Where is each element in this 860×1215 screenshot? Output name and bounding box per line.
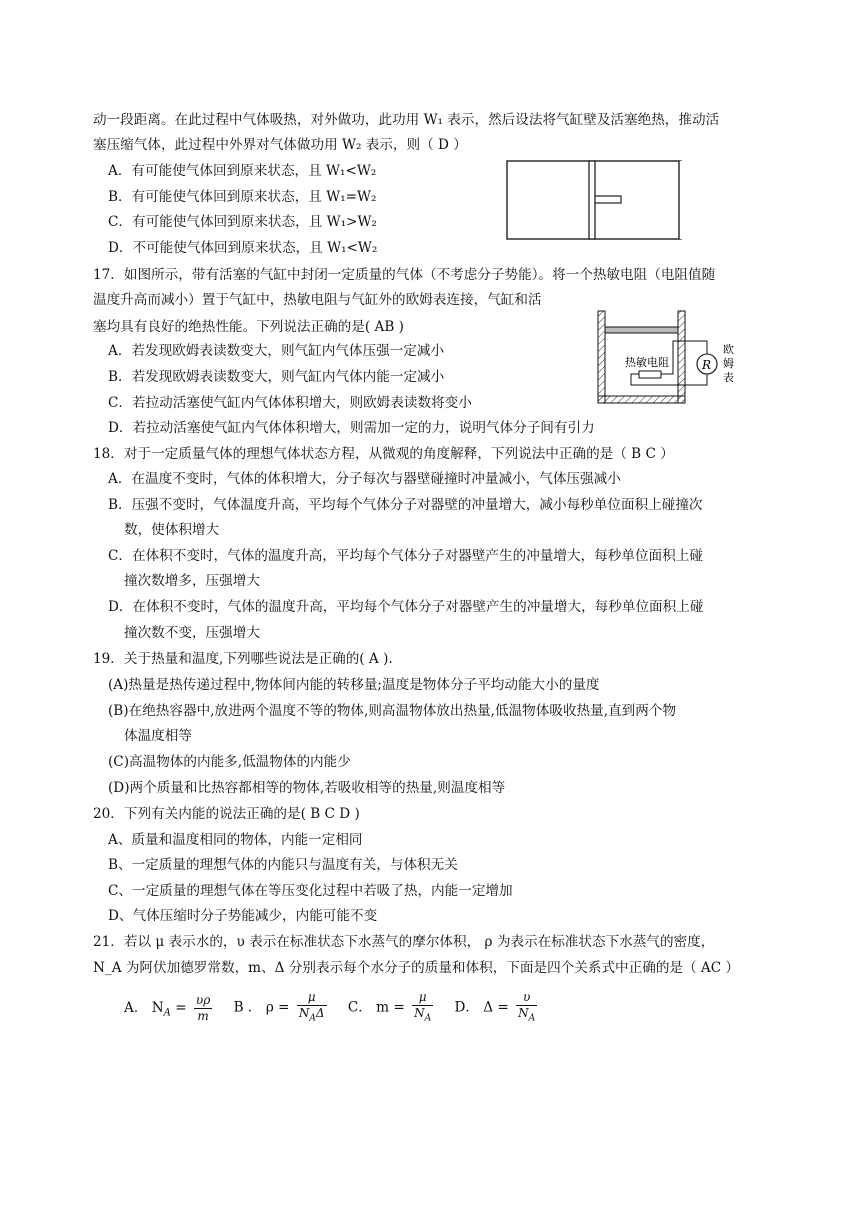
q17-text-line3: 塞均具有良好的绝热性能。下列说法正确的是( AB ): [93, 319, 404, 335]
q21-formula-options: [124, 990, 540, 1026]
q21-text-line2: N_A 为阿伏加德罗常数，m、Δ 分别表示每个水分子的质量和体积，下面是四个关系式中正确的是（ AC ）: [93, 960, 740, 976]
q18-option-a: A．在温度不变时，气体的体积增大，分子每次与器壁碰撞时冲量减小，气体压强减小: [108, 471, 621, 487]
formula-a-fraction: [194, 993, 212, 1024]
formula-c-fraction: [412, 990, 433, 1026]
q16-text-line2: 塞压缩气体，此过程中外界对气体做功用 W₂ 表示，则（ D ）: [93, 137, 467, 153]
q17-option-d: D．若拉动活塞使气缸内气体体积增大，则需加一定的力，说明气体分子间有引力: [108, 420, 595, 436]
q21-text-line1: 21．若以 μ 表示水的，υ 表示在标准状态下水蒸气的摩尔体积， ρ 为表示在标准状态下水蒸气的密度，: [93, 934, 715, 950]
q18-option-c-line1: C．在体积不变时，气体的温度升高，平均每个气体分子对器壁产生的冲量增大，每秒单位面积上碰: [108, 548, 703, 564]
ohmmeter-label-1: 欧: [723, 343, 734, 356]
formula-d-fraction: [516, 990, 537, 1026]
q20-option-c: C、一定质量的理想气体在等压变化过程中若吸了热，内能一定增加: [108, 883, 513, 899]
thermistor: [639, 371, 661, 378]
q18-text-line1: 18．对于一定质量气体的理想气体状态方程，从微观的角度解释，下列说法中正确的是（ B C ）: [93, 446, 674, 462]
formula-a-prefix: A． N: [124, 999, 164, 1016]
piston: [605, 327, 678, 333]
formula-a-sub: A: [163, 1007, 171, 1019]
q20-option-a: A、质量和温度相同的物体，内能一定相同: [108, 832, 363, 848]
q17-option-a: A．若发现欧姆表读数变大，则气缸内气体压强一定减小: [108, 343, 445, 359]
formula-c-den-n: N: [414, 1006, 425, 1020]
q21-formula-b: [234, 990, 330, 1026]
q20-option-b: B、一定质量的理想气体的内能只与温度有关，与体积无关: [108, 857, 458, 873]
q21-formula-c: [348, 990, 436, 1026]
q19-option-c: (C)高温物体的内能多,低温物体的内能少: [108, 754, 351, 770]
formula-a-numerator: υρ: [195, 992, 211, 1007]
formula-d-den-n: N: [518, 1006, 529, 1020]
formula-c-denominator: [412, 1006, 433, 1026]
q18-option-b-line2: 数，使体积增大: [124, 522, 220, 538]
formula-d-den-sub: A: [528, 1013, 536, 1024]
q20-option-d: D、气体压缩时分子势能减少，内能可能不变: [108, 908, 378, 924]
formula-b-numerator: μ: [297, 990, 327, 1006]
q19-option-b-line2: 体温度相等: [124, 728, 192, 744]
formula-b-den-tail: Δ: [315, 1006, 325, 1020]
ohmmeter-label-3: 表: [723, 371, 734, 384]
cylinder-right-wall: [678, 311, 685, 403]
q20-text-line1: 20．下列有关内能的说法正确的是( B C D ): [93, 806, 360, 822]
formula-d-prefix: D． Δ =: [454, 999, 514, 1016]
q16-option-d: D．不可能使气体回到原来状态，且 W₁<W₂: [108, 240, 378, 256]
q19-option-b-line1: (B)在绝热容器中,放进两个温度不等的物体,则高温物体放出热量,低温物体吸收热量,直到两个物: [108, 703, 677, 719]
formula-b-denominator: [297, 1006, 327, 1026]
piston-rod: [595, 196, 621, 203]
q16-text-line1: 动一段距离。在此过程中气体吸热，对外做功，此功用 W₁ 表示，然后设法将气缸壁及活塞绝热，推动活: [93, 112, 720, 128]
q18-option-b-line1: B．压强不变时，气体温度升高，平均每个气体分子对器壁的冲量增大，减小每秒单位面积上碰撞次: [108, 497, 703, 513]
cylinder-left-wall: [598, 311, 605, 403]
formula-b-den-n: N: [298, 1006, 310, 1020]
formula-d-numerator: υ: [516, 990, 537, 1006]
formula-b-den-sub: A: [309, 1013, 316, 1024]
cylinder-bottom: [598, 396, 685, 403]
q18-option-d-line2: 撞次数不变，压强增大: [124, 625, 260, 641]
q17-option-c: C．若拉动活塞使气缸内气体体积增大，则欧姆表读数将变小: [108, 395, 472, 411]
q21-formula-a: [124, 993, 215, 1024]
q17-text-line2: 温度升高而减小）置于气缸中，热敏电阻与气缸外的欧姆表连接，气缸和活: [93, 292, 542, 308]
ohmmeter-label-2: 姆: [723, 357, 734, 370]
cylinder-piston-figure: [505, 158, 685, 244]
q18-option-d-line1: D．在体积不变时，气体的温度升高，平均每个气体分子对器壁产生的冲量增大，每秒单位面积上碰: [108, 599, 704, 615]
q17-text-line1: 17．如图所示，带有活塞的气缸中封闭一定质量的气体（不考虑分子势能）。将一个热敏电阻（电阻值随: [93, 267, 716, 283]
formula-a-denominator: m: [197, 1008, 209, 1023]
formula-c-den-sub: A: [424, 1013, 432, 1024]
formula-c-numerator: μ: [412, 990, 433, 1006]
ohmmeter-letter: R: [702, 358, 712, 372]
q18-option-c-line2: 撞次数增多，压强增大: [124, 573, 260, 589]
formula-d-denominator: [516, 1006, 537, 1026]
thermistor-label: 热敏电阻: [625, 356, 669, 369]
q19-text-line1: 19．关于热量和温度,下列哪些说法是正确的( A ).: [93, 651, 393, 667]
q19-option-a: (A)热量是热传递过程中,物体间内能的转移量;温度是物体分子平均动能大小的量度: [108, 677, 600, 693]
thermistor-cylinder-figure: [595, 305, 760, 410]
formula-b-prefix: B ． ρ =: [233, 999, 294, 1016]
q19-option-d: (D)两个质量和比热容都相等的物体,若吸收相等的热量,则温度相等: [108, 780, 506, 796]
formula-b-fraction: [297, 990, 327, 1026]
q21-formula-d: [454, 990, 540, 1026]
q16-option-c: C．有可能使气体回到原来状态，且 W₁>W₂: [108, 214, 377, 230]
q17-option-b: B．若发现欧姆表读数变大，则气缸内气体内能一定减小: [108, 369, 445, 385]
formula-a-eq: =: [170, 999, 191, 1016]
piston: [589, 161, 595, 239]
formula-c-prefix: C． m =: [347, 999, 410, 1016]
q16-option-a: A．有可能使气体回到原来状态，且 W₁<W₂: [108, 163, 377, 179]
q16-option-b: B．有可能使气体回到原来状态，且 W₁=W₂: [108, 189, 377, 205]
